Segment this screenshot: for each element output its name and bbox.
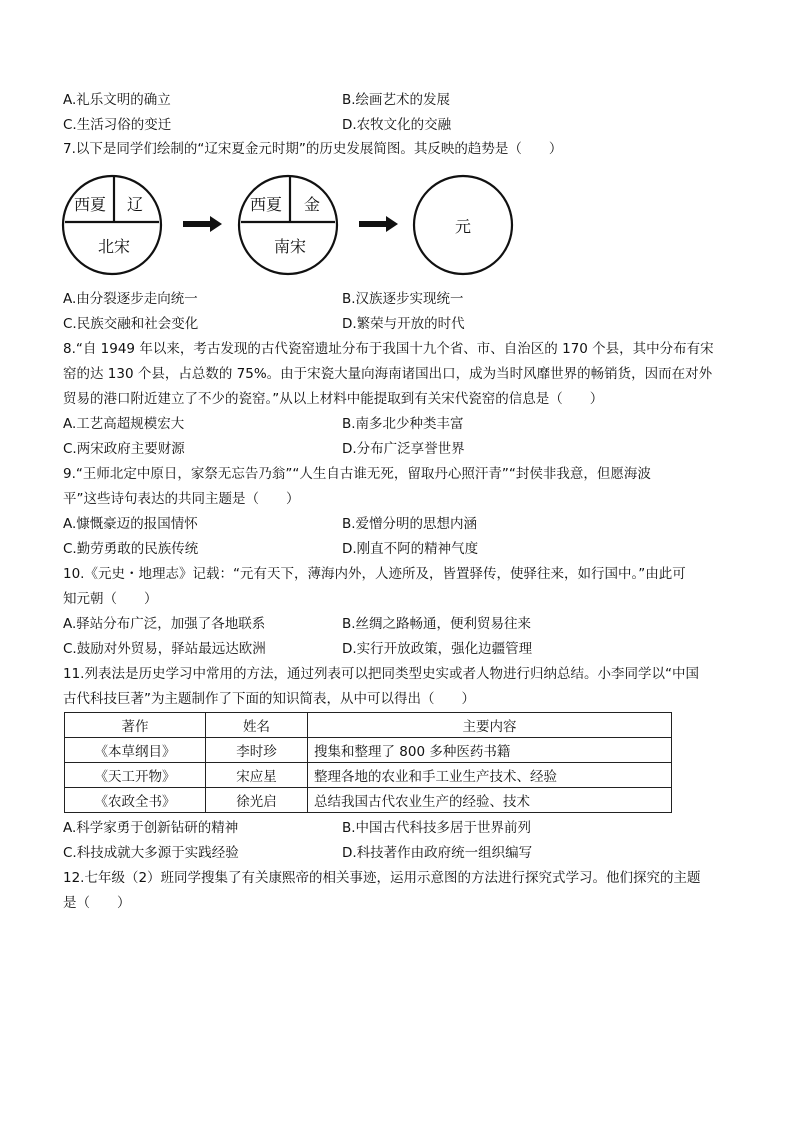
table-cell: 整理各地的农业和手工业生产技术、经验 [308, 763, 672, 788]
q6-option-c: C.生活习俗的变迁 [63, 117, 172, 133]
q8-stem-line: 贸易的港口附近建立了不少的瓷窑。”从以上材料中能提取到有关宋代瓷窑的信息是（ ） [63, 391, 604, 407]
table-header: 著作 [65, 713, 206, 738]
q7-option-b: B.汉族逐步实现统一 [342, 291, 464, 307]
table-row [65, 788, 672, 813]
label-nansong: 南宋 [273, 237, 307, 256]
table-cell: 搜集和整理了 800 多种医药书籍 [308, 738, 672, 763]
table-cell: 《本草纲目》 [65, 738, 206, 763]
q6-option-d: D.农牧文化的交融 [342, 117, 452, 133]
q7-option-d: D.繁荣与开放的时代 [342, 316, 465, 332]
q9-stem-line: 平”这些诗句表达的共同主题是（ ） [63, 491, 300, 507]
q8-stem-line: 窑的达 130 个县，占总数的 75%。由于宋瓷大量向海南诸国出口，成为当时风靡世界的畅销货，因而在对外 [63, 366, 713, 382]
arrow-icon [183, 216, 222, 232]
q7-history-diagram [60, 170, 520, 280]
q8-option-a: A.工艺高超规模宏大 [63, 416, 185, 432]
q10-option-a: A.驿站分布广泛，加强了各地联系 [63, 616, 266, 632]
circle-yuan [414, 176, 512, 274]
q8-option-c: C.两宋政府主要财源 [63, 441, 185, 457]
q12-stem-line: 12.七年级（2）班同学搜集了有关康熙帝的相关事迹，运用示意图的方法进行探究式学习。他们探究的主题 [63, 870, 701, 886]
q7-stem: 7.以下是同学们绘制的“辽宋夏金元时期”的历史发展简图。其反映的趋势是（ ） [63, 141, 563, 157]
q11-stem-line: 古代科技巨著”为主题制作了下面的知识简表，从中可以得出（ ） [63, 691, 475, 707]
q11-option-c: C.科技成就大多源于实践经验 [63, 845, 239, 861]
q11-option-a: A.科学家勇于创新钻研的精神 [63, 820, 239, 836]
table-row [65, 763, 672, 788]
label-xixia-2: 西夏 [249, 195, 283, 214]
tech-works-table [64, 712, 672, 813]
table-cell: 《天工开物》 [65, 763, 206, 788]
q10-option-b: B.丝绸之路畅通，便利贸易往来 [342, 616, 532, 632]
q10-option-d: D.实行开放政策，强化边疆管理 [342, 641, 533, 657]
label-jin: 金 [303, 195, 321, 214]
table-cell: 宋应星 [206, 763, 308, 788]
q11-option-d: D.科技著作由政府统一组织编写 [342, 845, 533, 861]
label-yuan: 元 [454, 217, 472, 236]
table-header-row [65, 713, 672, 738]
q8-option-b: B.南多北少种类丰富 [342, 416, 464, 432]
table-header: 主要内容 [308, 713, 672, 738]
q9-option-a: A.慷慨豪迈的报国情怀 [63, 516, 198, 532]
arrow-icon [359, 216, 398, 232]
label-liao: 辽 [126, 195, 144, 214]
q10-stem-line: 10.《元史・地理志》记载：“元有天下，薄海内外，人迹所及，皆置驿传，使驿往来，如行国中。”由此可 [63, 566, 686, 582]
circle-liao-song-xia [63, 176, 161, 274]
q10-option-c: C.鼓励对外贸易，驿站最远达欧洲 [63, 641, 266, 657]
table-cell: 《农政全书》 [65, 788, 206, 813]
q6-option-b: B.绘画艺术的发展 [342, 92, 451, 108]
q12-stem-line: 是（ ） [63, 895, 131, 911]
table-cell: 李时珍 [206, 738, 308, 763]
circle-jin-song-xia [239, 176, 337, 274]
q6-option-a: A.礼乐文明的确立 [63, 92, 171, 108]
q7-option-c: C.民族交融和社会变化 [63, 316, 199, 332]
q9-stem-line: 9.“王师北定中原日，家祭无忘告乃翁”“人生自古谁无死，留取丹心照汗青”“封侯非我意，但愿海波 [63, 466, 651, 482]
label-xixia-1: 西夏 [73, 195, 107, 214]
table-cell: 总结我国古代农业生产的经验、技术 [308, 788, 672, 813]
label-beisong: 北宋 [97, 237, 131, 256]
table-cell: 徐光启 [206, 788, 308, 813]
q8-option-d: D.分布广泛享誉世界 [342, 441, 465, 457]
q9-option-d: D.刚直不阿的精神气度 [342, 541, 479, 557]
q10-stem-line: 知元朝（ ） [63, 591, 158, 607]
q11-option-b: B.中国古代科技多居于世界前列 [342, 820, 532, 836]
q9-option-b: B.爱憎分明的思想内涵 [342, 516, 478, 532]
q7-option-a: A.由分裂逐步走向统一 [63, 291, 198, 307]
table-row [65, 738, 672, 763]
table-header: 姓名 [206, 713, 308, 738]
q9-option-c: C.勤劳勇敢的民族传统 [63, 541, 199, 557]
q11-stem-line: 11.列表法是历史学习中常用的方法，通过列表可以把同类型史实或者人物进行归纳总结。小李同学以“中国 [63, 666, 699, 682]
q8-stem-line: 8.“自 1949 年以来，考古发现的古代瓷窑遗址分布于我国十九个省、市、自治区的 170 个县，其中分布有宋 [63, 341, 714, 357]
